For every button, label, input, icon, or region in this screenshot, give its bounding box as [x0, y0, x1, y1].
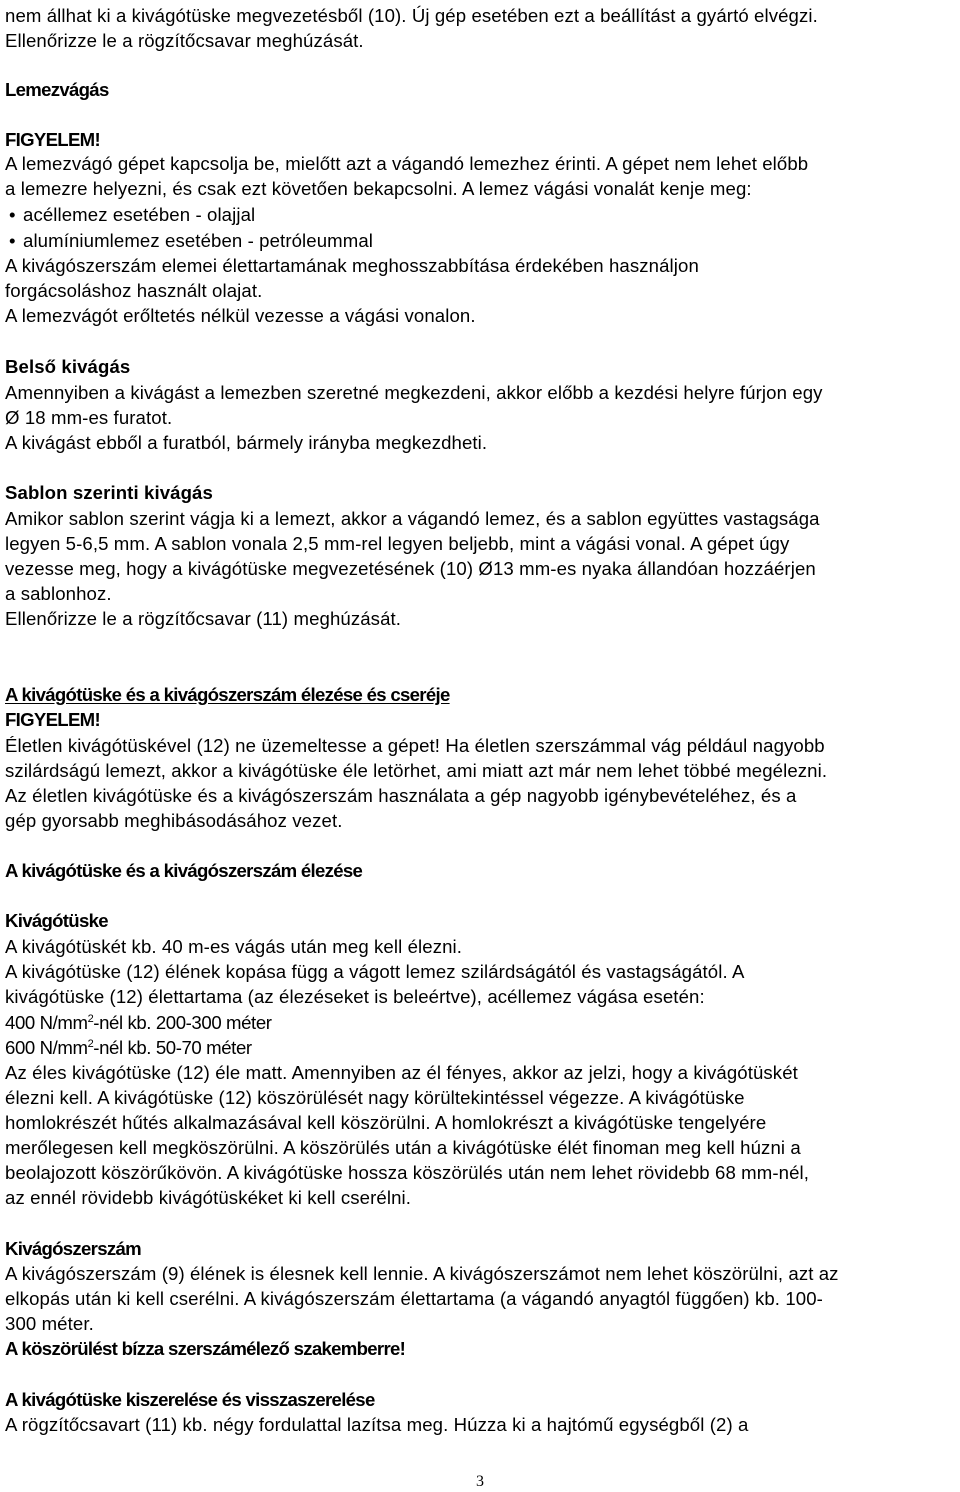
paragraph-line: A kivágást ebből a furatból, bármely irányba megkezdheti.: [5, 432, 488, 453]
heading-kivagoszerszam: Kivágószerszám: [5, 1238, 141, 1259]
heading-sablon-kivagas: Sablon szerinti kivágás: [5, 482, 213, 503]
paragraph-line: merőlegesen kell megköszörülni. A köszörülés után a kivágótüske élét finoman meg kell húzni a: [5, 1137, 801, 1158]
paragraph-line: elkopás után ki kell cserélni. A kivágószerszám élettartama (a vágandó anyagtól függően) kb. 100-: [5, 1288, 823, 1309]
paragraph-line: A rögzítőcsavart (11) kb. négy fordulattal lazítsa meg. Húzza ki a hajtómű egységből (2) a: [5, 1414, 749, 1435]
paragraph-line: élezni kell. A kivágótüske (12) köszörülését nagy körültekintéssel végezze. A kivágótüske: [5, 1087, 745, 1108]
paragraph-line: gép gyorsabb meghibásodásához vezet.: [5, 810, 343, 831]
warning-label: FIGYELEM!: [5, 709, 100, 730]
paragraph-line: 300 méter.: [5, 1313, 94, 1334]
paragraph-line: Ellenőrizze le a rögzítőcsavar (11) meghúzását.: [5, 608, 402, 629]
bullet-icon: •: [9, 230, 16, 251]
paragraph-line: A kivágószerszám (9) élének is élesnek kell lennie. A kivágószerszámot nem lehet köszörülni, azt az: [5, 1263, 839, 1284]
spec-line: 400 $N/mm^2$-nél kb. 200-300 méter: [5, 1012, 272, 1033]
page-number: 3: [476, 1473, 484, 1490]
paragraph-line: Amikor sablon szerint vágja ki a lemezt, akkor a vágandó lemez, és a sablon együttes vastagsága: [5, 508, 820, 529]
bullet-item: • alumíniumlemez esetében - petróleummal: [5, 230, 373, 252]
paragraph-line: A lemezvágó gépet kapcsolja be, mielőtt azt a vágandó lemezhez érinti. A gépet nem lehet előbb: [5, 153, 809, 174]
heading-kiszereles: A kivágótüske kiszerelése és visszaszerelése: [5, 1389, 375, 1410]
heading-elezes: A kivágótüske és a kivágószerszám élezése: [5, 860, 363, 881]
bullet-item: • acéllemez esetében - olajjal: [5, 204, 255, 226]
paragraph-line: a sablonhoz.: [5, 583, 112, 604]
paragraph-line: forgácsoláshoz használt olajat.: [5, 280, 263, 301]
paragraph-line: homlokrészét hűtés alkalmazásával kell köszörülni. A homlokrészt a kivágótüske tengelyére: [5, 1112, 767, 1133]
paragraph-line: A kivágószerszám elemei élettartamának meghosszabbítása érdekében használjon: [5, 255, 699, 276]
spec-line: 600 $N/mm^2$-nél kb. 50-70 méter: [5, 1037, 252, 1058]
paragraph-line: vezesse meg, hogy a kivágótüske megvezetésének (10) Ø13 mm-es nyaka állandóan hozzáérjen: [5, 558, 816, 579]
paragraph-line: A kivágótüske (12) élének kopása függ a vágott lemez szilárdságától és vastagságától. A: [5, 961, 745, 982]
heading-elezes-csere: A kivágótüske és a kivágószerszám élezése és cseréje: [5, 684, 450, 705]
heading-belso-kivagas: Belső kivágás: [5, 356, 131, 377]
paragraph-line: Amennyiben a kivágást a lemezben szeretné megkezdeni, akkor előbb a kezdési helyre fúrjon egy: [5, 382, 823, 403]
warning-label: FIGYELEM!: [5, 129, 100, 150]
heading-lemezvagas: Lemezvágás: [5, 79, 109, 100]
paragraph-line: beolajozott köszörűkövön. A kivágótüske hossza köszörülés után nem lehet rövidebb 68 mm-nél,: [5, 1162, 810, 1183]
paragraph-line: A lemezvágót erőltetés nélkül vezesse a vágási vonalon.: [5, 305, 476, 326]
paragraph-line: Életlen kivágótüskével (12) ne üzemeltesse a gépet! Ha életlen szerszámmal vág például nagyobb: [5, 735, 825, 756]
paragraph-line: Az életlen kivágótüske és a kivágószerszám használata a gép nagyobb igénybevételéhez, és a: [5, 785, 797, 806]
emphasis-line: A köszörülést bízza szerszámélező szakemberre!: [5, 1338, 406, 1359]
heading-kivagotuske: Kivágótüske: [5, 910, 108, 931]
paragraph-line: a lemezre helyezni, és csak ezt követően bekapcsolni. A lemez vágási vonalát kenje meg:: [5, 178, 752, 199]
paragraph-line: az ennél rövidebb kivágótüskéket ki kell cserélni.: [5, 1187, 412, 1208]
paragraph-line: nem állhat ki a kivágótüske megvezetésből (10). Új gép esetében ezt a beállítást a gyártó elvégzi.: [5, 5, 818, 26]
paragraph-line: Ellenőrizze le a rögzítőcsavar meghúzását.: [5, 30, 364, 51]
paragraph-line: A kivágótüskét kb. 40 m-es vágás után meg kell élezni.: [5, 936, 463, 957]
paragraph-line: Ø 18 mm-es furatot.: [5, 407, 173, 428]
paragraph-line: szilárdságú lemezt, akkor a kivágótüske éle letörhet, ami miatt azt már nem lehet többé megélezni.: [5, 760, 828, 781]
paragraph-line: legyen 5-6,5 mm. A sablon vonala 2,5 mm-rel legyen beljebb, mint a vágási vonal. A gépet úgy: [5, 533, 790, 554]
bullet-icon: •: [9, 204, 16, 225]
paragraph-line: Az éles kivágótüske (12) éle matt. Amennyiben az él fényes, akkor az jelzi, hogy a kivágótüskét: [5, 1062, 798, 1083]
paragraph-line: kivágótüske (12) élettartama (az élezéseket is beleértve), acéllemez vágása esetén:: [5, 986, 705, 1007]
